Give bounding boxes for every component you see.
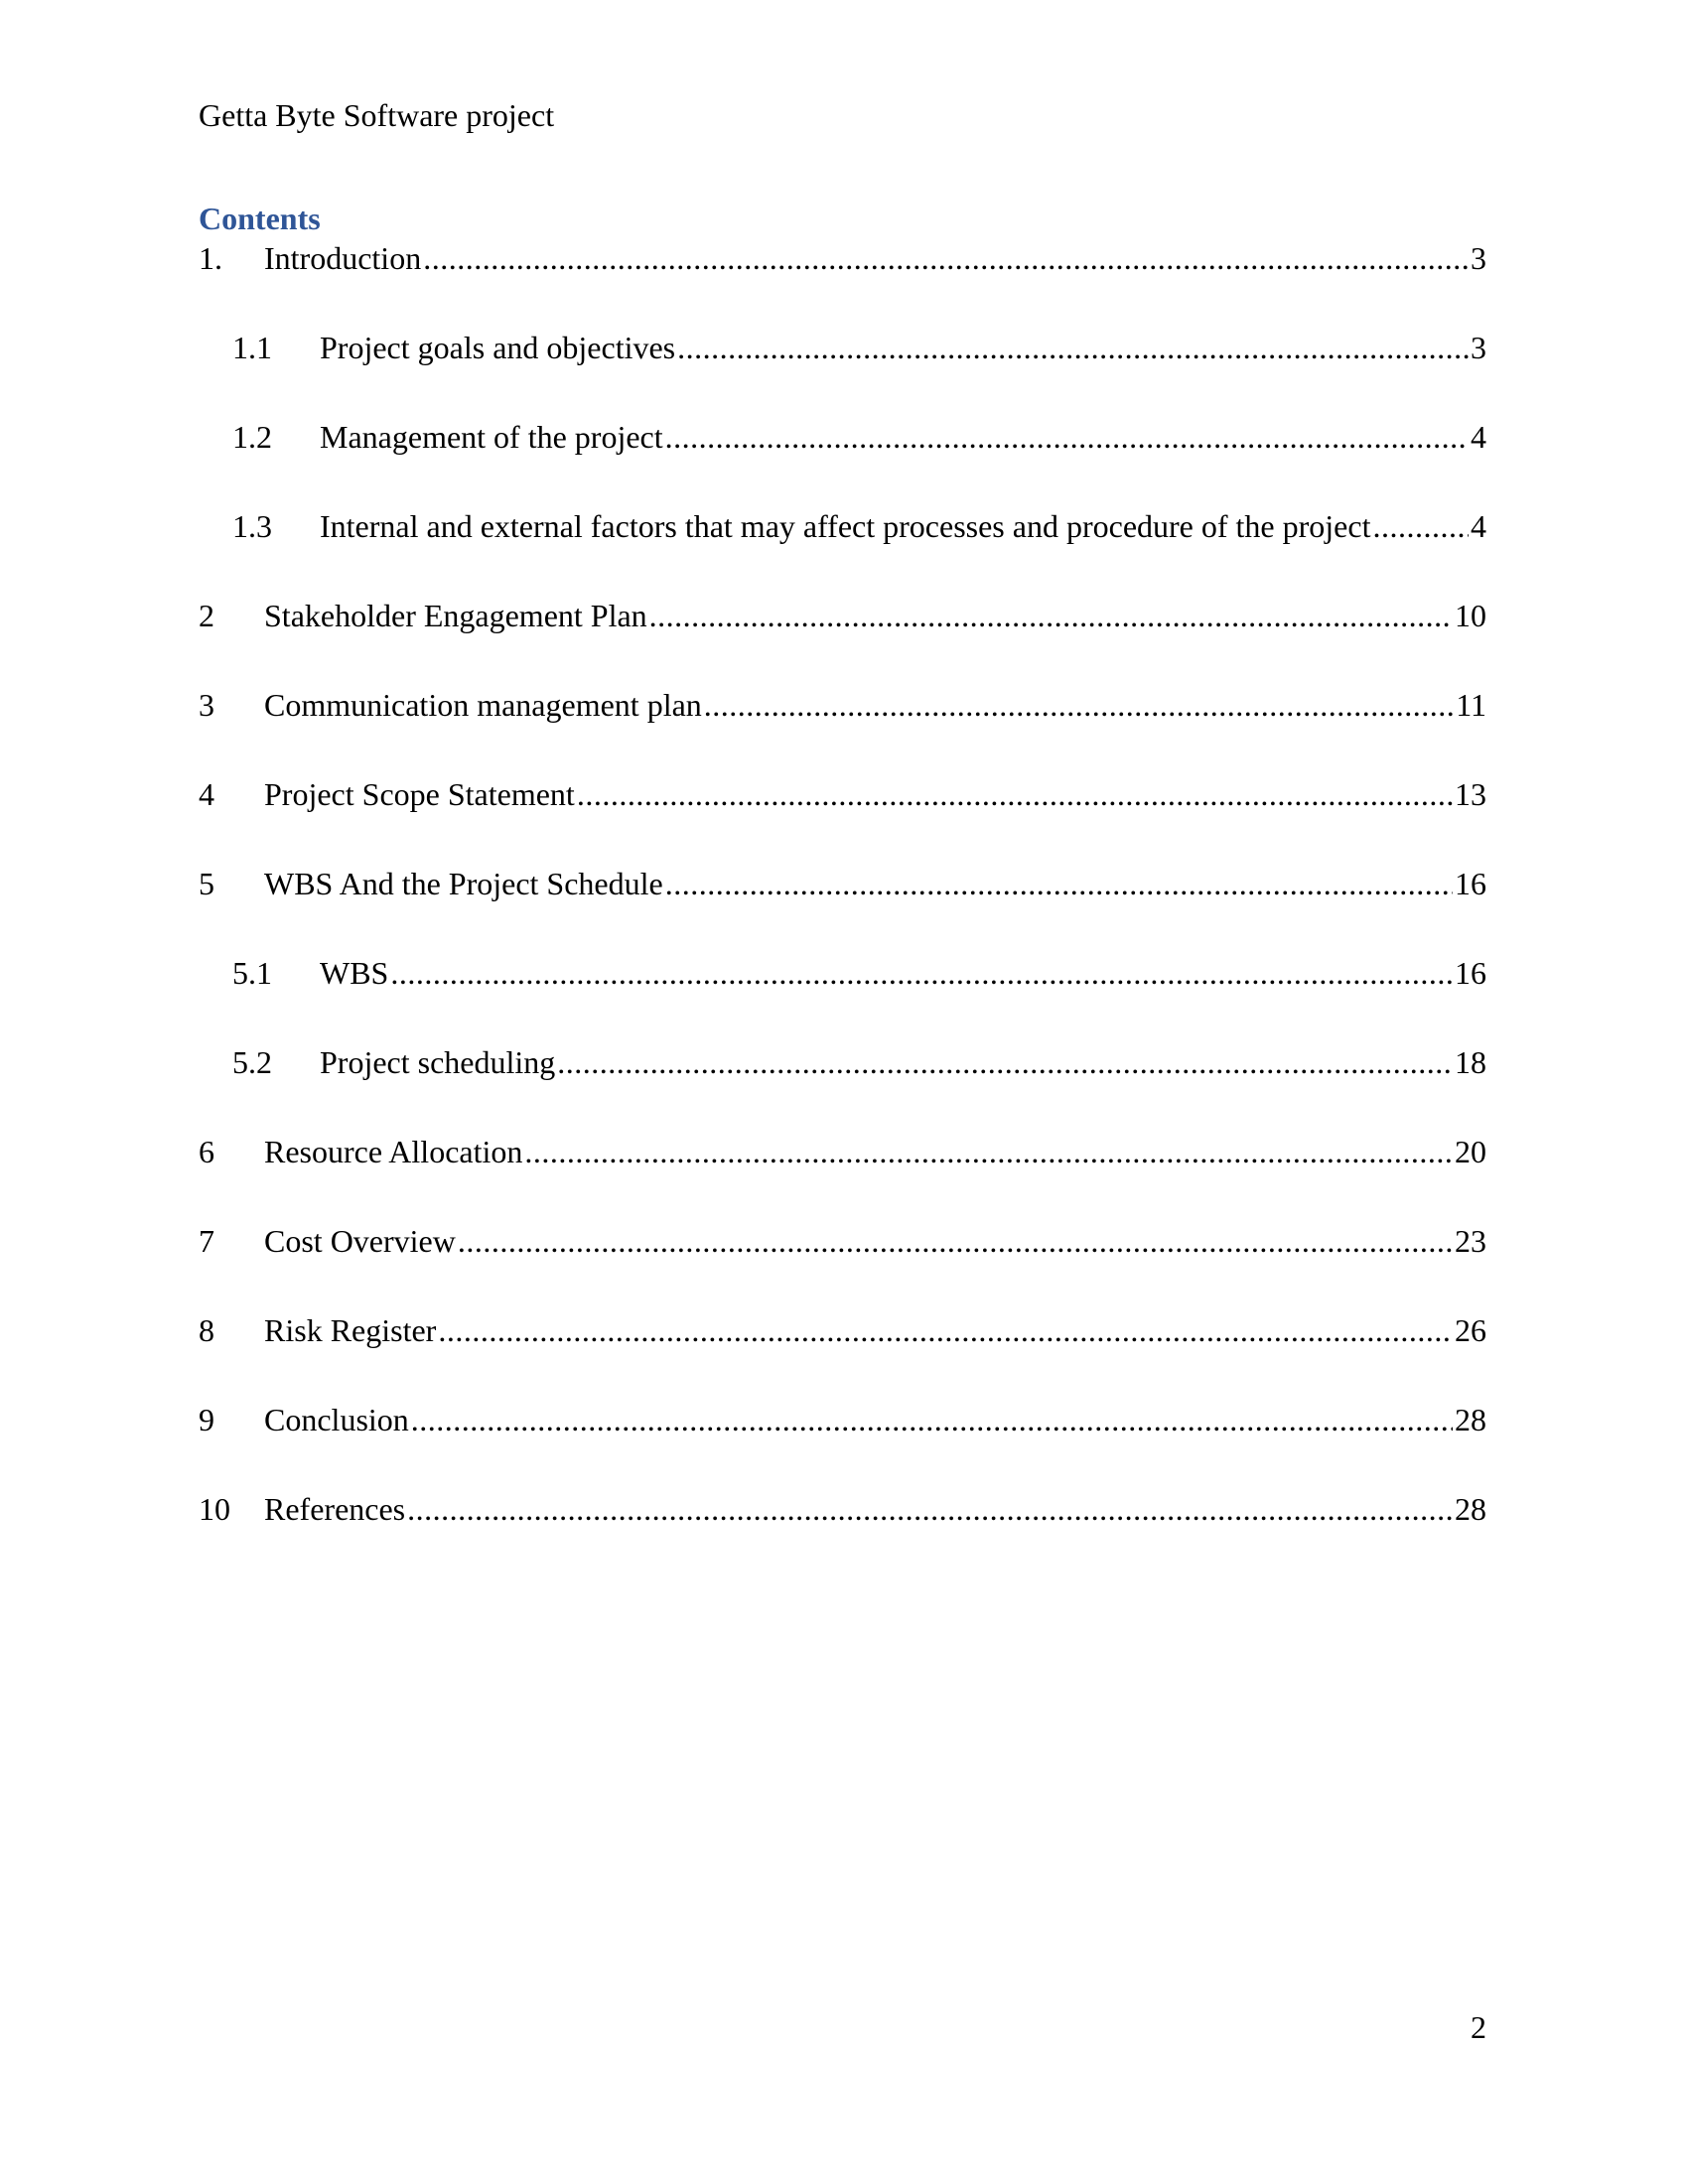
toc-entry-internal-external-factors[interactable] [199,506,1486,546]
toc-entry-page: 28 [1455,1402,1486,1437]
toc-dot-leader [407,1489,1453,1529]
toc-dot-leader [665,864,1453,903]
toc-entry-page: 16 [1455,866,1486,901]
toc-entry-page: 10 [1455,598,1486,633]
toc-entry-resource-allocation[interactable] [199,1132,1486,1171]
toc-dot-leader [677,328,1469,367]
toc-entry-page: 20 [1455,1134,1486,1169]
page-number: 2 [1471,2009,1486,2045]
toc-entry-cost-overview[interactable] [199,1221,1486,1261]
toc-entry-title: Project Scope Statement [264,776,575,812]
toc-heading: Contents [199,201,321,236]
toc-entry-scope-statement[interactable] [199,774,1486,814]
toc-dot-leader [524,1132,1453,1171]
toc-entry-number: 10 [199,1491,230,1527]
toc-entry-number: 8 [199,1312,214,1348]
toc-entry-page: 3 [1471,240,1486,276]
toc-entry-number: 5.2 [232,1044,272,1080]
toc-entry-introduction[interactable] [199,238,1486,278]
toc-entry-title: References [264,1491,406,1527]
toc-entry-project-goals[interactable] [199,328,1486,367]
toc-entry-risk-register[interactable] [199,1310,1486,1350]
running-header: Getta Byte Software project [199,97,555,133]
toc-entry-title: Cost Overview [264,1223,456,1259]
toc-entry-wbs[interactable] [199,953,1486,993]
toc-entry-number: 6 [199,1134,214,1169]
toc-entry-stakeholder-engagement[interactable] [199,596,1486,635]
toc-entry-title: Stakeholder Engagement Plan [264,598,647,633]
toc-entry-wbs-schedule[interactable] [199,864,1486,903]
toc-entry-title: Project scheduling [320,1044,556,1080]
toc-entry-title: WBS And the Project Schedule [264,866,663,901]
toc-dot-leader [704,685,1454,725]
toc-dot-leader [411,1400,1453,1439]
toc-entry-number: 1. [199,240,222,276]
toc-entry-page: 4 [1471,508,1486,544]
toc-dot-leader [649,596,1453,635]
toc-entry-number: 1.1 [232,330,272,365]
toc-entry-page: 18 [1455,1044,1486,1080]
toc-entry-references[interactable] [199,1489,1486,1529]
toc-dot-leader [557,1042,1453,1082]
toc-dot-leader [1372,506,1469,546]
toc-entry-number: 2 [199,598,214,633]
toc-entry-page: 3 [1471,330,1486,365]
toc-dot-leader [390,953,1453,993]
toc-entry-number: 5.1 [232,955,272,991]
toc-entry-project-management[interactable] [199,417,1486,457]
toc-entry-number: 4 [199,776,214,812]
toc-entry-title: Risk Register [264,1312,437,1348]
toc-entry-communication-plan[interactable] [199,685,1486,725]
toc-entry-title: Conclusion [264,1402,409,1437]
toc-dot-leader [423,238,1469,278]
toc-entry-page: 13 [1455,776,1486,812]
toc-entry-number: 7 [199,1223,214,1259]
toc-dot-leader [577,774,1453,814]
toc-entry-title: Internal and external factors that may affect processes and procedure of the project [320,508,1371,544]
toc-entry-page: 28 [1455,1491,1486,1527]
toc-entry-title: Communication management plan [264,687,702,723]
toc-dot-leader [458,1221,1453,1261]
toc-entry-number: 9 [199,1402,214,1437]
toc-entry-title: WBS [320,955,389,991]
toc-dot-leader [438,1310,1453,1350]
toc-entry-title: Introduction [264,240,422,276]
toc-entry-number: 1.2 [232,419,272,455]
toc-entry-number: 5 [199,866,214,901]
toc-dot-leader [665,417,1469,457]
toc-entry-title: Project goals and objectives [320,330,676,365]
toc-entry-number: 3 [199,687,214,723]
toc-entry-page: 23 [1455,1223,1486,1259]
toc-entry-title: Resource Allocation [264,1134,523,1169]
toc-entry-conclusion[interactable] [199,1400,1486,1439]
toc-entry-page: 26 [1455,1312,1486,1348]
toc-entry-number: 1.3 [232,508,272,544]
toc-entry-page: 4 [1471,419,1486,455]
toc-entry-page: 16 [1455,955,1486,991]
toc-entry-page: 11 [1456,687,1486,723]
toc-entry-title: Management of the project [320,419,663,455]
toc-entry-project-scheduling[interactable] [199,1042,1486,1082]
